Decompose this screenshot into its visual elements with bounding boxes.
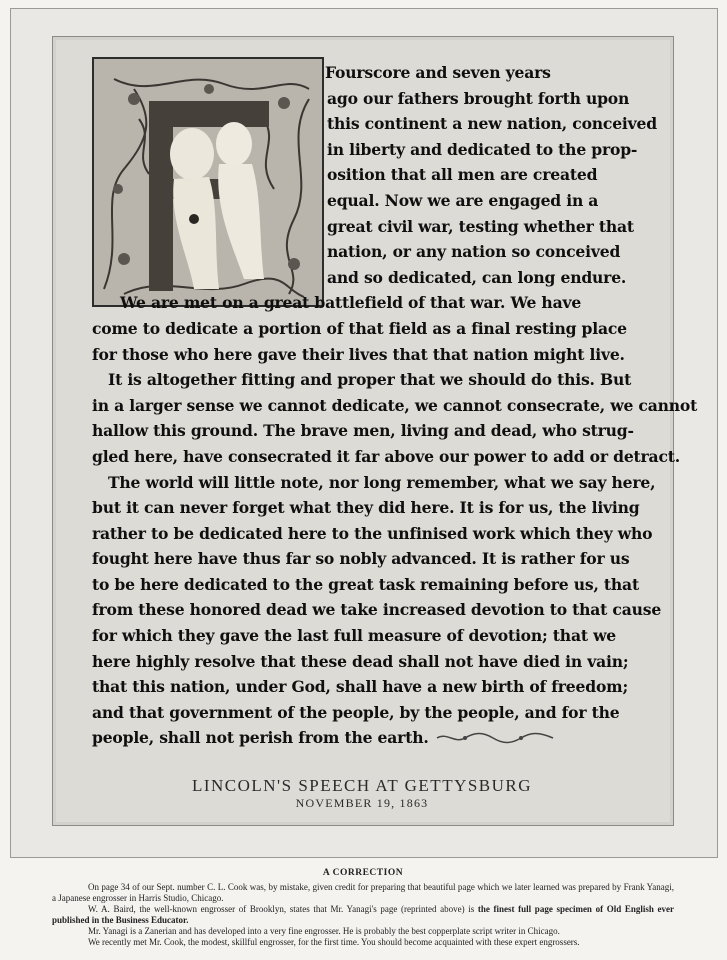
speech-line: but it can never forget what they did here. It is for us, the living	[92, 498, 640, 518]
speech-line: and that government of the people, by the people, and for the	[92, 702, 620, 722]
speech-line: here highly resolve that these dead shall not have died in vain;	[92, 651, 629, 671]
flourish-ornament	[435, 732, 555, 744]
speech-line: that this nation, under God, shall have a new birth of freedom;	[92, 677, 629, 697]
speech-line: people, shall not perish from the earth.	[92, 728, 429, 748]
speech-line: gled here, have consecrated it far above our power to add or detract.	[92, 446, 680, 466]
speech-line: We are met on a great battlefield of that war. We have	[120, 293, 582, 313]
correction-notice	[52, 868, 674, 948]
correction-paragraph: Mr. Yanagi is a Zanerian and has developed into a very fine engrosser. He is probably the best copperplate script writer in Chicago.	[88, 926, 560, 936]
speech-line: rather to be dedicated here to the unfinised work which they who	[92, 523, 653, 543]
correction-text: W. A. Baird, the well-known engrosser of Brooklyn, states that Mr. Yanagi's page (reprinted above) is	[88, 904, 478, 914]
speech-line: ago our fathers brought forth upon	[327, 88, 630, 108]
speech-final-line	[92, 725, 632, 751]
speech-line: fought here have thus far so nobly advanced. It is rather for us	[92, 549, 630, 569]
speech-line: and so dedicated, can long endure.	[327, 267, 627, 287]
speech-line: osition that all men are created	[327, 165, 598, 185]
speech-line: equal. Now we are engaged in a	[327, 190, 599, 210]
speech-title: LINCOLN'S SPEECH AT GETTYSBURG	[191, 776, 533, 795]
speech-line: great civil war, testing whether that	[327, 216, 634, 236]
speech-line: for those who here gave their lives that that nation might live.	[92, 344, 625, 364]
correction-paragraph: We recently met Mr. Cook, the modest, skillful engrosser, for the first time. You should become acquainted with these expert engrossers.	[88, 937, 580, 947]
speech-line: from these honored dead we take increased devotion to that cause	[92, 600, 662, 620]
speech-date: NOVEMBER 19, 1863	[295, 796, 429, 810]
correction-emphasis: the finest full page specimen of Old English ever published in the Business Educator.	[52, 904, 674, 925]
correction-heading: A CORRECTION	[322, 868, 404, 878]
correction-paragraph	[52, 904, 674, 926]
speech-line: The world will little note, nor long remember, what we say here,	[108, 472, 656, 492]
speech-line: hallow this ground. The brave men, living and dead, who strug-	[92, 421, 634, 441]
speech-line: come to dedicate a portion of that field as a final resting place	[92, 318, 627, 338]
speech-line: Fourscore and seven years	[325, 63, 551, 82]
speech-line: in liberty and dedicated to the prop-	[327, 139, 638, 159]
speech-line: this continent a new nation, conceived	[327, 114, 657, 134]
speech-line: for which they gave the last full measure of devotion; that we	[92, 626, 617, 646]
speech-line: nation, or any nation so conceived	[327, 242, 621, 262]
gettysburg-address-text	[92, 60, 698, 751]
speech-line: to be here dedicated to the great task remaining before us, that	[92, 574, 639, 594]
speech-line: in a larger sense we cannot dedicate, we cannot consecrate, we cannot	[92, 395, 698, 415]
correction-paragraph: On page 34 of our Sept. number C. L. Cook was, by mistake, given credit for preparing that beautiful page which we later learned was prepared by Frank Yanagi, a Japanese engrosser in Harris Studio, Chicago.	[52, 882, 674, 903]
speech-line: It is altogether fitting and proper that we should do this. But	[108, 370, 632, 390]
